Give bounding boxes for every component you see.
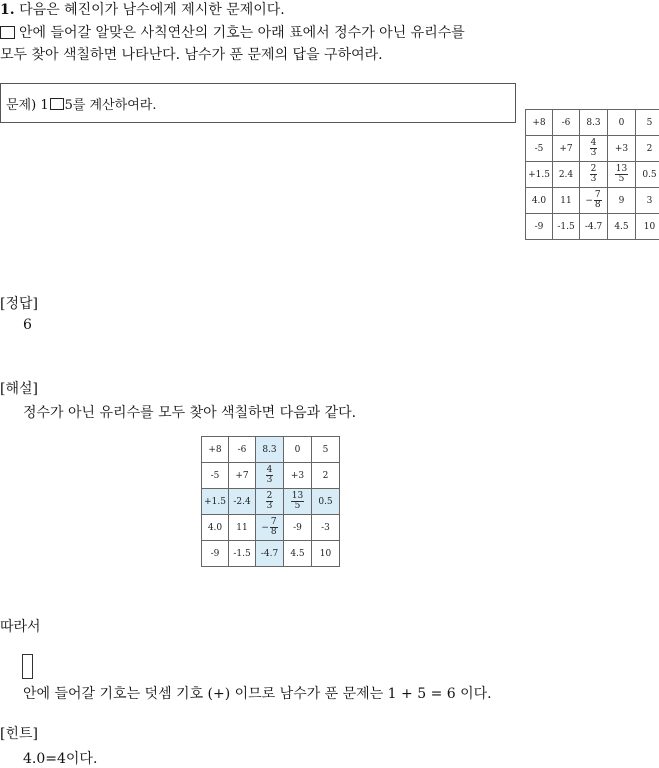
highlight-grid-cell [256,463,284,489]
fraction [291,492,304,511]
fraction [594,191,602,210]
grid-row [526,188,659,214]
fraction-numerator: 4 [590,139,598,149]
fraction-numerator: 7 [270,518,278,528]
grid-cell: -4.7 [580,214,608,240]
highlight-grid-cell: -3 [312,515,340,541]
highlight-grid-cell [284,489,312,515]
fraction [266,492,274,511]
highlight-grid-row [202,489,340,515]
highlight-grid-cell: -2.4 [229,489,256,515]
highlight-grid-cell [256,515,284,541]
problem-blank-icon [50,98,64,110]
grid-cell: 4.0 [526,188,553,214]
grid-row [526,110,659,136]
highlight-grid-cell: 8.3 [256,437,284,463]
highlight-grid-cell [256,489,284,515]
grid-cell: 3 [636,188,659,214]
hint-text: 4.0=4이다. [23,748,97,768]
fraction-denominator: 3 [590,149,598,158]
grid-cell: 2 [636,136,659,162]
highlight-grid-cell: +8 [202,437,229,463]
highlight-grid-row [202,541,340,567]
grid-cell: 0.5 [636,162,659,188]
grid-row [526,214,659,240]
grid-cell: +3 [608,136,636,162]
highlight-grid-cell: -1.5 [229,541,256,567]
minus-sign: − [261,523,269,533]
fraction-denominator: 3 [266,502,274,511]
grid-cell: 2.4 [553,162,580,188]
fraction [270,518,278,537]
question-line-2 [0,24,465,42]
fraction-numerator: 2 [590,165,598,175]
grid-cell: -1.5 [553,214,580,240]
hint-label: [힌트] [0,723,38,743]
blank-box-large-icon [22,654,33,679]
fraction [590,165,598,184]
highlight-grid-cell: 10 [312,541,340,567]
question-number: 1. [0,2,15,18]
highlight-grid-cell: -5 [202,463,229,489]
grid-cell: 5 [636,110,659,136]
grid-cell: 11 [553,188,580,214]
highlighted-grid [201,436,340,567]
fraction-denominator: 8 [270,528,278,537]
grid-cell: -6 [553,110,580,136]
grid-cell [580,136,608,162]
question-line-1 [0,1,285,19]
fraction-denominator: 8 [594,201,602,210]
grid-row [526,162,659,188]
grid-cell [580,188,608,214]
grid-cell: +8 [526,110,553,136]
explanation-text: 정수가 아닌 유리수를 모두 찾아 색칠하면 다음과 같다. [23,402,356,422]
fraction-numerator: 13 [291,492,304,502]
highlight-grid-cell: 5 [312,437,340,463]
highlight-grid-cell: -9 [284,515,312,541]
problem-suffix: 5를 계산하여라. [65,98,157,113]
highlight-grid-cell: 11 [229,515,256,541]
grid-cell: +1.5 [526,162,553,188]
highlight-grid-cell: -9 [202,541,229,567]
grid-cell: -5 [526,136,553,162]
question-text-3: 모두 찾아 색칠하면 나타난다. 남수가 푼 문제의 답을 구하여라. [0,47,383,63]
highlight-grid-row [202,437,340,463]
grid-cell: 10 [636,214,659,240]
grid-cell: +7 [553,136,580,162]
therefore-text: 따라서 [0,616,41,636]
minus-sign: − [585,196,593,206]
fraction [266,466,274,485]
grid-cell: -9 [526,214,553,240]
question-text-2: 안에 들어갈 알맞은 사칙연산의 기호는 아래 표에서 정수가 아닌 유리수를 [19,25,465,41]
problem-text [6,94,156,113]
grid-cell: 9 [608,188,636,214]
highlight-grid-row [202,463,340,489]
fraction-denominator: 3 [266,476,274,485]
highlight-grid-row [202,515,340,541]
question-line-3 [0,46,383,64]
question-text-1: 다음은 혜진이가 남수에게 제시한 문제이다. [19,2,285,18]
problem-prefix: 문제) 1 [6,98,49,113]
fraction-denominator: 5 [615,175,628,184]
fraction-denominator: 5 [291,502,304,511]
grid-cell: 4.5 [608,214,636,240]
highlight-grid-cell: -6 [229,437,256,463]
grid-cell: 8.3 [580,110,608,136]
highlight-grid-cell: +7 [229,463,256,489]
conclusion-text: 안에 들어갈 기호는 덧셈 기호 (+) 이므로 남수가 푼 문제는 1 + 5 = 6 이다. [23,683,492,703]
fraction-numerator: 4 [266,466,274,476]
highlight-grid-cell: +3 [284,463,312,489]
fraction-numerator: 7 [594,191,602,201]
fraction-numerator: 13 [615,165,628,175]
highlight-grid-cell: 0 [284,437,312,463]
grid-row [526,136,659,162]
highlight-grid-cell: 4.0 [202,515,229,541]
answer-label: [정답] [0,293,38,313]
answer-value: 6 [23,317,32,333]
highlight-grid-cell: 4.5 [284,541,312,567]
explanation-label: [해설] [0,378,38,398]
fraction-denominator: 3 [590,175,598,184]
fraction-numerator: 2 [266,492,274,502]
highlight-grid-cell: 2 [312,463,340,489]
grid-cell [608,162,636,188]
grid-cell: 0 [608,110,636,136]
highlight-grid-cell: +1.5 [202,489,229,515]
highlight-grid-cell: 0.5 [312,489,340,515]
blank-box-icon [0,26,15,39]
grid-cell [580,162,608,188]
problem-box [0,83,516,123]
fraction [615,165,628,184]
number-grid [525,109,659,240]
fraction [590,139,598,158]
highlight-grid-cell: -4.7 [256,541,284,567]
